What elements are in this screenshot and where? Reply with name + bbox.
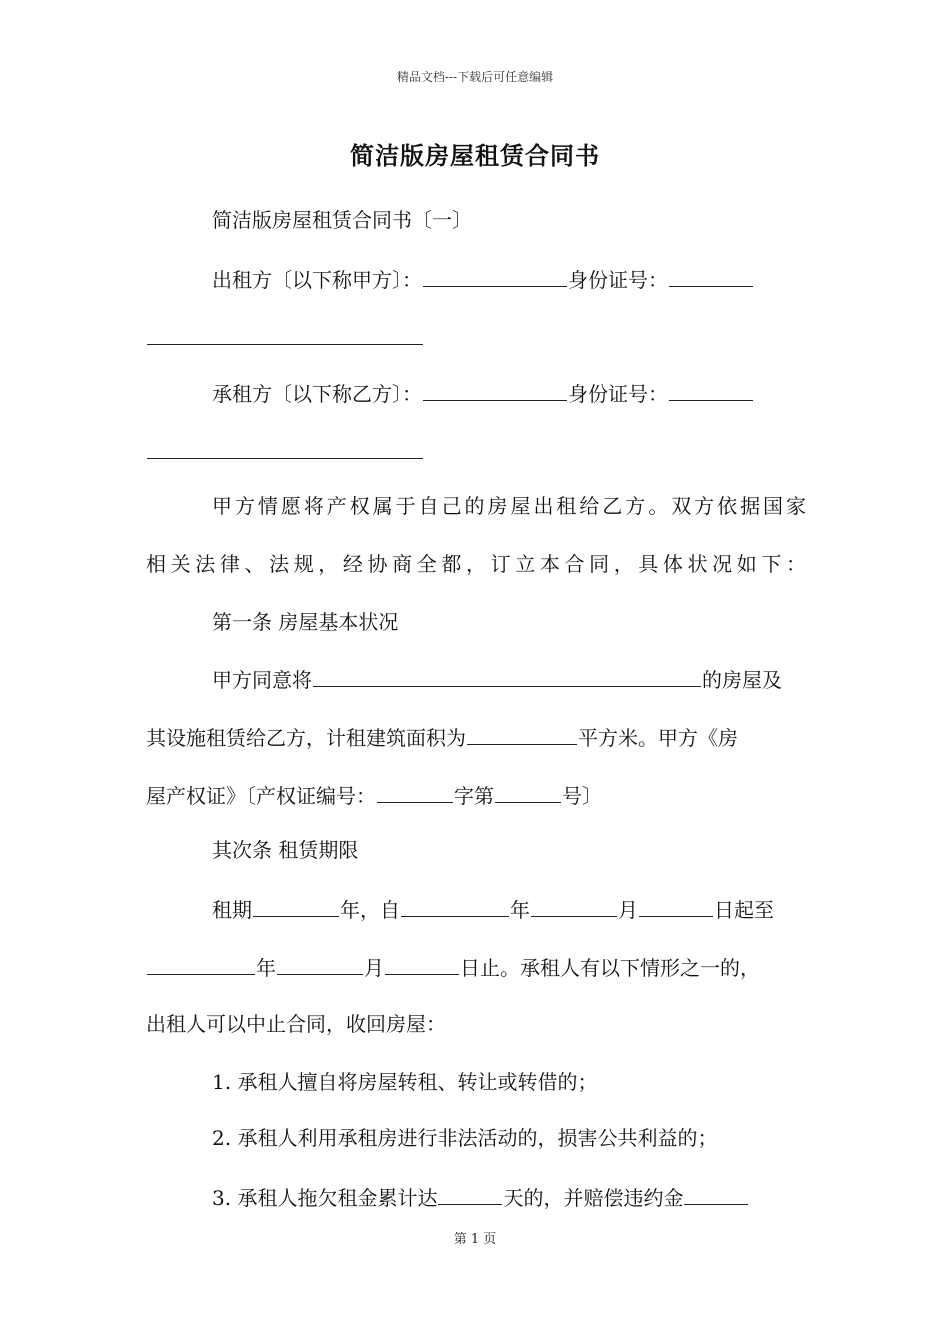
art2-text-h: 日止。承租人有以下情形之一的， [460, 956, 760, 980]
article-2-heading: 其次条 租赁期限 [212, 838, 359, 862]
start-day-blank[interactable] [639, 894, 713, 917]
page-number: 第 1 页 [453, 1232, 497, 1247]
art2-text-c: 年 [510, 898, 530, 922]
lessor-id-continued [146, 322, 806, 352]
art2-text-a: 租期 [212, 898, 252, 922]
article-1-line-3 [146, 780, 806, 810]
article-2-line-2 [146, 952, 806, 982]
lessor-id-blank-2[interactable] [147, 322, 423, 345]
art1-text-c: 其设施租赁给乙方，计租建筑面积为 [146, 726, 466, 750]
list-item-1: 1. 承租人擅自将房屋转租、转让或转借的； [212, 1070, 598, 1094]
lessee-id-blank-2[interactable] [147, 436, 423, 459]
lessor-id-label: 身份证号： [568, 268, 668, 292]
art1-text-b: 的房屋及 [702, 668, 782, 692]
art2-text-f: 年 [256, 956, 276, 980]
lessee-name-blank[interactable] [423, 378, 567, 401]
art2-text-g: 月 [364, 956, 384, 980]
list-item-3 [212, 1182, 806, 1212]
end-day-blank[interactable] [385, 952, 459, 975]
term-years-blank[interactable] [253, 894, 339, 917]
intro-line-2: 相关法律、法规，经协商全都，订立本合同，具体状况如下： [146, 552, 806, 576]
art2-text-d: 月 [618, 898, 638, 922]
item3-text-b: 天的，并赔偿违约金 [503, 1186, 684, 1210]
article-2-line-3: 出租人可以中止合同，收回房屋： [146, 1012, 446, 1036]
item3-text-a: 3. 承租人拖欠租金累计达 [212, 1186, 438, 1210]
house-address-blank[interactable] [313, 664, 701, 687]
art2-text-e: 日起至 [714, 898, 774, 922]
lessee-line [212, 378, 806, 408]
article-1-line-2 [146, 722, 806, 752]
subtitle: 简洁版房屋租赁合同书〔一〕 [212, 208, 472, 232]
lessee-id-label: 身份证号： [568, 382, 668, 406]
lessor-line [212, 264, 806, 294]
art1-text-a: 甲方同意将 [212, 668, 312, 692]
intro-line-1: 甲方情愿将产权属于自己的房屋出租给乙方。双方依据国家 [212, 494, 806, 518]
lessee-id-continued [146, 436, 806, 466]
art2-text-b: 年，自 [340, 898, 400, 922]
art1-text-e: 屋产权证》〔产权证编号： [146, 784, 376, 808]
lessee-label: 承租方〔以下称乙方〕： [212, 382, 422, 406]
lessee-id-blank[interactable] [669, 378, 753, 401]
lessor-label: 出租方〔以下称甲方〕： [212, 268, 422, 292]
header-note: 精品文档---下载后可任意编辑 [396, 70, 554, 84]
certificate-number-blank[interactable] [495, 780, 561, 803]
art1-text-d: 平方米。甲方《房 [578, 726, 738, 750]
area-blank[interactable] [467, 722, 577, 745]
document-title: 简洁版房屋租赁合同书 [350, 141, 600, 170]
start-month-blank[interactable] [531, 894, 617, 917]
article-1-heading: 第一条 房屋基本状况 [212, 610, 399, 634]
art1-text-g: 号〕 [562, 784, 602, 808]
end-month-blank[interactable] [277, 952, 363, 975]
certificate-prefix-blank[interactable] [377, 780, 453, 803]
art1-text-f: 字第 [454, 784, 494, 808]
lessor-name-blank[interactable] [423, 264, 567, 287]
start-year-blank[interactable] [401, 894, 509, 917]
end-year-blank[interactable] [147, 952, 255, 975]
penalty-blank[interactable] [684, 1182, 748, 1205]
list-item-2: 2. 承租人利用承租房进行非法活动的，损害公共利益的； [212, 1126, 718, 1150]
overdue-days-blank[interactable] [438, 1182, 502, 1205]
lessor-id-blank[interactable] [669, 264, 753, 287]
article-1-line-1 [212, 664, 806, 694]
article-2-line-1 [212, 894, 806, 924]
